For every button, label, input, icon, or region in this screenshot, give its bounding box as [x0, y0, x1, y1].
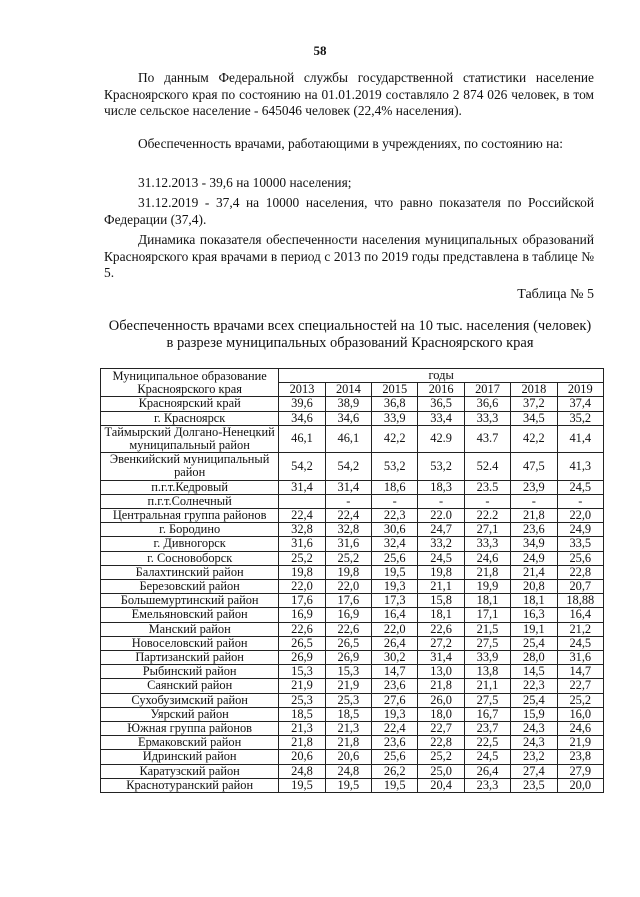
value-cell: 21,8	[464, 565, 510, 579]
value-cell: 16,9	[325, 608, 371, 622]
value-cell: 34,6	[279, 411, 325, 425]
value-cell: 24,5	[464, 750, 510, 764]
value-cell: -	[557, 494, 603, 508]
table-row	[101, 665, 604, 679]
value-cell: 21,9	[557, 736, 603, 750]
value-cell: 24,3	[511, 736, 557, 750]
municipality-name: п.г.т.Солнечный	[101, 494, 279, 508]
table-row	[101, 480, 604, 494]
value-cell: 22.0	[418, 509, 464, 523]
value-cell: 32,8	[279, 523, 325, 537]
value-cell: 27,1	[464, 523, 510, 537]
table-row	[101, 594, 604, 608]
value-cell: 43.7	[464, 425, 510, 452]
value-cell: 36,5	[418, 397, 464, 411]
value-cell: 19,3	[372, 707, 418, 721]
municipality-name: п.г.т.Кедровый	[101, 480, 279, 494]
value-cell: 20,8	[511, 580, 557, 594]
value-cell: 25,2	[279, 551, 325, 565]
paragraph-dynamics: Динамика показателя обеспеченности населения муниципальных образований Красноярского края врачами в период с 2013 по 2019 годы представлена в таблице № 5.	[104, 232, 594, 280]
value-cell: 19,8	[418, 565, 464, 579]
header-year: 2014	[325, 383, 371, 397]
value-cell: 25,3	[325, 693, 371, 707]
value-cell: 20,6	[279, 750, 325, 764]
value-cell: 30,6	[372, 523, 418, 537]
value-cell: 25,2	[418, 750, 464, 764]
table-row	[101, 608, 604, 622]
value-cell: 34,5	[511, 411, 557, 425]
value-cell: 31,4	[279, 480, 325, 494]
value-cell: 15,3	[279, 665, 325, 679]
value-cell: 18,6	[372, 480, 418, 494]
value-cell: 18,1	[418, 608, 464, 622]
value-cell: 19,8	[325, 565, 371, 579]
value-cell: 19,5	[279, 778, 325, 792]
header-years-group: годы	[279, 369, 604, 383]
table-title-line1: Обеспеченность врачами всех специальностей на 10 тыс. населения (человек)	[108, 318, 592, 334]
value-cell: 23,2	[511, 750, 557, 764]
value-cell: 22,0	[325, 580, 371, 594]
value-cell: 35,2	[557, 411, 603, 425]
municipality-name: г. Сосновоборск	[101, 551, 279, 565]
table-row	[101, 580, 604, 594]
value-cell: 21,3	[325, 722, 371, 736]
value-cell: 37,2	[511, 397, 557, 411]
value-cell: 27,2	[418, 636, 464, 650]
value-cell: 24,6	[464, 551, 510, 565]
value-cell: 23.5	[464, 480, 510, 494]
value-cell: 21,8	[325, 736, 371, 750]
value-cell: 26,2	[372, 764, 418, 778]
table-row	[101, 425, 604, 452]
header-year: 2016	[418, 383, 464, 397]
value-cell: 14,7	[372, 665, 418, 679]
value-cell: 26,4	[464, 764, 510, 778]
municipality-name: Манский район	[101, 622, 279, 636]
value-cell: 25,4	[511, 636, 557, 650]
value-cell: 22,0	[279, 580, 325, 594]
value-cell: 24,6	[557, 722, 603, 736]
value-cell: 25,0	[418, 764, 464, 778]
municipality-name: Ермаковский район	[101, 736, 279, 750]
value-cell: 21,4	[511, 565, 557, 579]
header-year: 2013	[279, 383, 325, 397]
value-cell: 31,6	[557, 651, 603, 665]
municipality-name: Центральная группа районов	[101, 509, 279, 523]
table-row	[101, 679, 604, 693]
value-cell: 41,3	[557, 453, 603, 480]
municipality-name: г. Бородино	[101, 523, 279, 537]
table-row	[101, 509, 604, 523]
municipality-name: Таймырский Долгано-Ненецкий муниципальный район	[101, 425, 279, 452]
table-row	[101, 764, 604, 778]
table-row	[101, 778, 604, 792]
value-cell: 25,2	[557, 693, 603, 707]
value-cell: 19,5	[372, 778, 418, 792]
municipality-name: Партизанский район	[101, 651, 279, 665]
table-row	[101, 722, 604, 736]
value-cell: 19,5	[372, 565, 418, 579]
value-cell: 22,7	[418, 722, 464, 736]
table-row	[101, 523, 604, 537]
municipality-name: Эвенкийский муниципальный район	[101, 453, 279, 480]
value-cell: 22,6	[325, 622, 371, 636]
value-cell: 21,2	[557, 622, 603, 636]
table-row	[101, 537, 604, 551]
value-cell: 22,8	[418, 736, 464, 750]
value-cell: 14,7	[557, 665, 603, 679]
paragraph-population: По данным Федеральной службы государственной статистики население Красноярского края по состоянию на 01.01.2019 составляло 2 874 026 человек, в том числе сельское население - 645046 человек (22,4% населения).	[104, 70, 594, 118]
value-cell: 24,3	[511, 722, 557, 736]
value-cell: -	[325, 494, 371, 508]
header-year: 2015	[372, 383, 418, 397]
value-cell: 27,9	[557, 764, 603, 778]
value-cell: 20,6	[325, 750, 371, 764]
value-cell: 26,9	[279, 651, 325, 665]
value-cell: 21,3	[279, 722, 325, 736]
value-cell: 34,6	[325, 411, 371, 425]
value-cell: 16,7	[464, 707, 510, 721]
value-cell: 14,5	[511, 665, 557, 679]
value-cell: 42,2	[511, 425, 557, 452]
value-cell: 33,4	[418, 411, 464, 425]
value-cell: 22,5	[464, 736, 510, 750]
value-cell: 24,8	[325, 764, 371, 778]
table-row	[101, 693, 604, 707]
value-cell: 23,6	[372, 679, 418, 693]
municipality-name: Рыбинский район	[101, 665, 279, 679]
value-cell: 26,0	[418, 693, 464, 707]
table-row	[101, 411, 604, 425]
value-cell: 20,4	[418, 778, 464, 792]
value-cell: 34,9	[511, 537, 557, 551]
value-cell: 22,4	[325, 509, 371, 523]
value-cell: 24,5	[557, 480, 603, 494]
value-cell: 23,7	[464, 722, 510, 736]
value-cell: 17,6	[279, 594, 325, 608]
value-cell: 23,5	[511, 778, 557, 792]
value-cell: 27,6	[372, 693, 418, 707]
value-cell: 22,0	[557, 509, 603, 523]
value-cell: 23,6	[372, 736, 418, 750]
value-cell: 26,5	[279, 636, 325, 650]
value-cell: 21,5	[464, 622, 510, 636]
value-cell: 23,8	[557, 750, 603, 764]
value-cell: 27,5	[464, 636, 510, 650]
value-cell: 24,7	[418, 523, 464, 537]
value-cell: 21,1	[418, 580, 464, 594]
table-body	[101, 397, 604, 793]
value-cell: 22.2	[464, 509, 510, 523]
value-cell: 26,5	[325, 636, 371, 650]
page-number: 58	[313, 43, 327, 58]
value-cell: 19,9	[464, 580, 510, 594]
value-cell: 36,8	[372, 397, 418, 411]
value-cell: 31,6	[279, 537, 325, 551]
value-cell: 30,2	[372, 651, 418, 665]
table-row	[101, 622, 604, 636]
value-cell: -	[418, 494, 464, 508]
value-cell: 17,3	[372, 594, 418, 608]
value-cell: 21,9	[279, 679, 325, 693]
value-cell: 19,8	[279, 565, 325, 579]
table-row	[101, 494, 604, 508]
table-row	[101, 707, 604, 721]
value-cell: 24,8	[279, 764, 325, 778]
value-cell: 53,2	[372, 453, 418, 480]
value-cell: 27,5	[464, 693, 510, 707]
municipality-name: г. Дивногорск	[101, 537, 279, 551]
table-title-line2: в разрезе муниципальных образований Красноярского края	[166, 335, 534, 351]
header-year: 2019	[557, 383, 603, 397]
value-cell: 53,2	[418, 453, 464, 480]
table-header	[101, 369, 604, 397]
value-cell: 23,6	[511, 523, 557, 537]
value-cell: 21,9	[325, 679, 371, 693]
value-cell	[279, 494, 325, 508]
header-year: 2017	[464, 383, 510, 397]
paragraph-2013: 31.12.2013 - 39,6 на 10000 населения;	[138, 175, 352, 190]
municipality-name: Саянский район	[101, 679, 279, 693]
value-cell: 15,3	[325, 665, 371, 679]
value-cell: 20,7	[557, 580, 603, 594]
value-cell: 22,4	[279, 509, 325, 523]
value-cell: 54,2	[325, 453, 371, 480]
value-cell: 33,3	[464, 537, 510, 551]
value-cell: 13,0	[418, 665, 464, 679]
value-cell: 17,1	[464, 608, 510, 622]
value-cell: 18,0	[418, 707, 464, 721]
municipality-name: г. Красноярск	[101, 411, 279, 425]
value-cell: 39,6	[279, 397, 325, 411]
value-cell: 21,8	[511, 509, 557, 523]
value-cell: 22,7	[557, 679, 603, 693]
municipality-name: Уярский район	[101, 707, 279, 721]
municipality-name: Каратузский район	[101, 764, 279, 778]
value-cell: 22,3	[372, 509, 418, 523]
municipality-name: Идринский район	[101, 750, 279, 764]
value-cell: 32,4	[372, 537, 418, 551]
value-cell: 18,5	[279, 707, 325, 721]
paragraph-2019: 31.12.2019 - 37,4 на 10000 населения, что равно показателя по Российской Федерации (37,4).	[104, 195, 594, 227]
value-cell: 42,2	[372, 425, 418, 452]
value-cell: 31,4	[325, 480, 371, 494]
value-cell: 46,1	[325, 425, 371, 452]
value-cell: 19,5	[325, 778, 371, 792]
value-cell: 33,9	[372, 411, 418, 425]
value-cell: 54,2	[279, 453, 325, 480]
value-cell: 22,6	[279, 622, 325, 636]
value-cell: 25,6	[557, 551, 603, 565]
value-cell: 52.4	[464, 453, 510, 480]
value-cell: 18,1	[511, 594, 557, 608]
value-cell: 15,9	[511, 707, 557, 721]
value-cell: 20,0	[557, 778, 603, 792]
value-cell: -	[511, 494, 557, 508]
value-cell: 25,6	[372, 750, 418, 764]
value-cell: 17,6	[325, 594, 371, 608]
value-cell: 31,4	[418, 651, 464, 665]
value-cell: 28,0	[511, 651, 557, 665]
physicians-table	[100, 368, 604, 793]
value-cell: 18,1	[464, 594, 510, 608]
table-row	[101, 551, 604, 565]
table-row	[101, 453, 604, 480]
table-label: Таблица № 5	[517, 287, 594, 302]
municipality-name: Красноярский край	[101, 397, 279, 411]
value-cell: 47,5	[511, 453, 557, 480]
value-cell: 16,3	[511, 608, 557, 622]
value-cell: 33,9	[464, 651, 510, 665]
value-cell: 24,9	[511, 551, 557, 565]
value-cell: 22,0	[372, 622, 418, 636]
municipality-name: Новоселовский район	[101, 636, 279, 650]
value-cell: 18,5	[325, 707, 371, 721]
table-row	[101, 651, 604, 665]
table-title	[60, 318, 640, 352]
value-cell: 22,6	[418, 622, 464, 636]
value-cell: 42.9	[418, 425, 464, 452]
value-cell: 25,4	[511, 693, 557, 707]
value-cell: 21,1	[464, 679, 510, 693]
header-year: 2018	[511, 383, 557, 397]
value-cell: 26,9	[325, 651, 371, 665]
value-cell: 24,5	[418, 551, 464, 565]
municipality-name: Емельяновский район	[101, 608, 279, 622]
header-municipality: Муниципальное образование Красноярского края	[101, 369, 279, 397]
value-cell: 32,8	[325, 523, 371, 537]
value-cell: 31,6	[325, 537, 371, 551]
table-row	[101, 750, 604, 764]
value-cell: 46,1	[279, 425, 325, 452]
value-cell: 16,4	[557, 608, 603, 622]
value-cell: 13,8	[464, 665, 510, 679]
municipality-name: Сухобузимский район	[101, 693, 279, 707]
municipality-name: Большемуртинский район	[101, 594, 279, 608]
value-cell: 36,6	[464, 397, 510, 411]
value-cell: 19,3	[372, 580, 418, 594]
value-cell: 25,6	[372, 551, 418, 565]
value-cell: 23,3	[464, 778, 510, 792]
value-cell: 15,8	[418, 594, 464, 608]
value-cell: 37,4	[557, 397, 603, 411]
value-cell: 38,9	[325, 397, 371, 411]
value-cell: 41,4	[557, 425, 603, 452]
paragraph-provision-intro: Обеспеченность врачами, работающими в учреждениях, по состоянию на:	[138, 136, 563, 151]
value-cell: 25,3	[279, 693, 325, 707]
table-row	[101, 636, 604, 650]
table-row	[101, 397, 604, 411]
municipality-name: Березовский район	[101, 580, 279, 594]
value-cell: 16,9	[279, 608, 325, 622]
municipality-name: Краснотуранский район	[101, 778, 279, 792]
value-cell: 33,2	[418, 537, 464, 551]
municipality-name: Южная группа районов	[101, 722, 279, 736]
value-cell: -	[464, 494, 510, 508]
value-cell: 18,88	[557, 594, 603, 608]
value-cell: 22,3	[511, 679, 557, 693]
municipality-name: Балахтинский район	[101, 565, 279, 579]
value-cell: 24,5	[557, 636, 603, 650]
value-cell: -	[372, 494, 418, 508]
table-row	[101, 565, 604, 579]
value-cell: 22,8	[557, 565, 603, 579]
value-cell: 21,8	[418, 679, 464, 693]
value-cell: 33,3	[464, 411, 510, 425]
value-cell: 33,5	[557, 537, 603, 551]
value-cell: 26,4	[372, 636, 418, 650]
value-cell: 27,4	[511, 764, 557, 778]
value-cell: 21,8	[279, 736, 325, 750]
value-cell: 23,9	[511, 480, 557, 494]
value-cell: 22,4	[372, 722, 418, 736]
value-cell: 16,0	[557, 707, 603, 721]
value-cell: 19,1	[511, 622, 557, 636]
table-row	[101, 736, 604, 750]
value-cell: 16,4	[372, 608, 418, 622]
value-cell: 18,3	[418, 480, 464, 494]
value-cell: 24,9	[557, 523, 603, 537]
value-cell: 25,2	[325, 551, 371, 565]
